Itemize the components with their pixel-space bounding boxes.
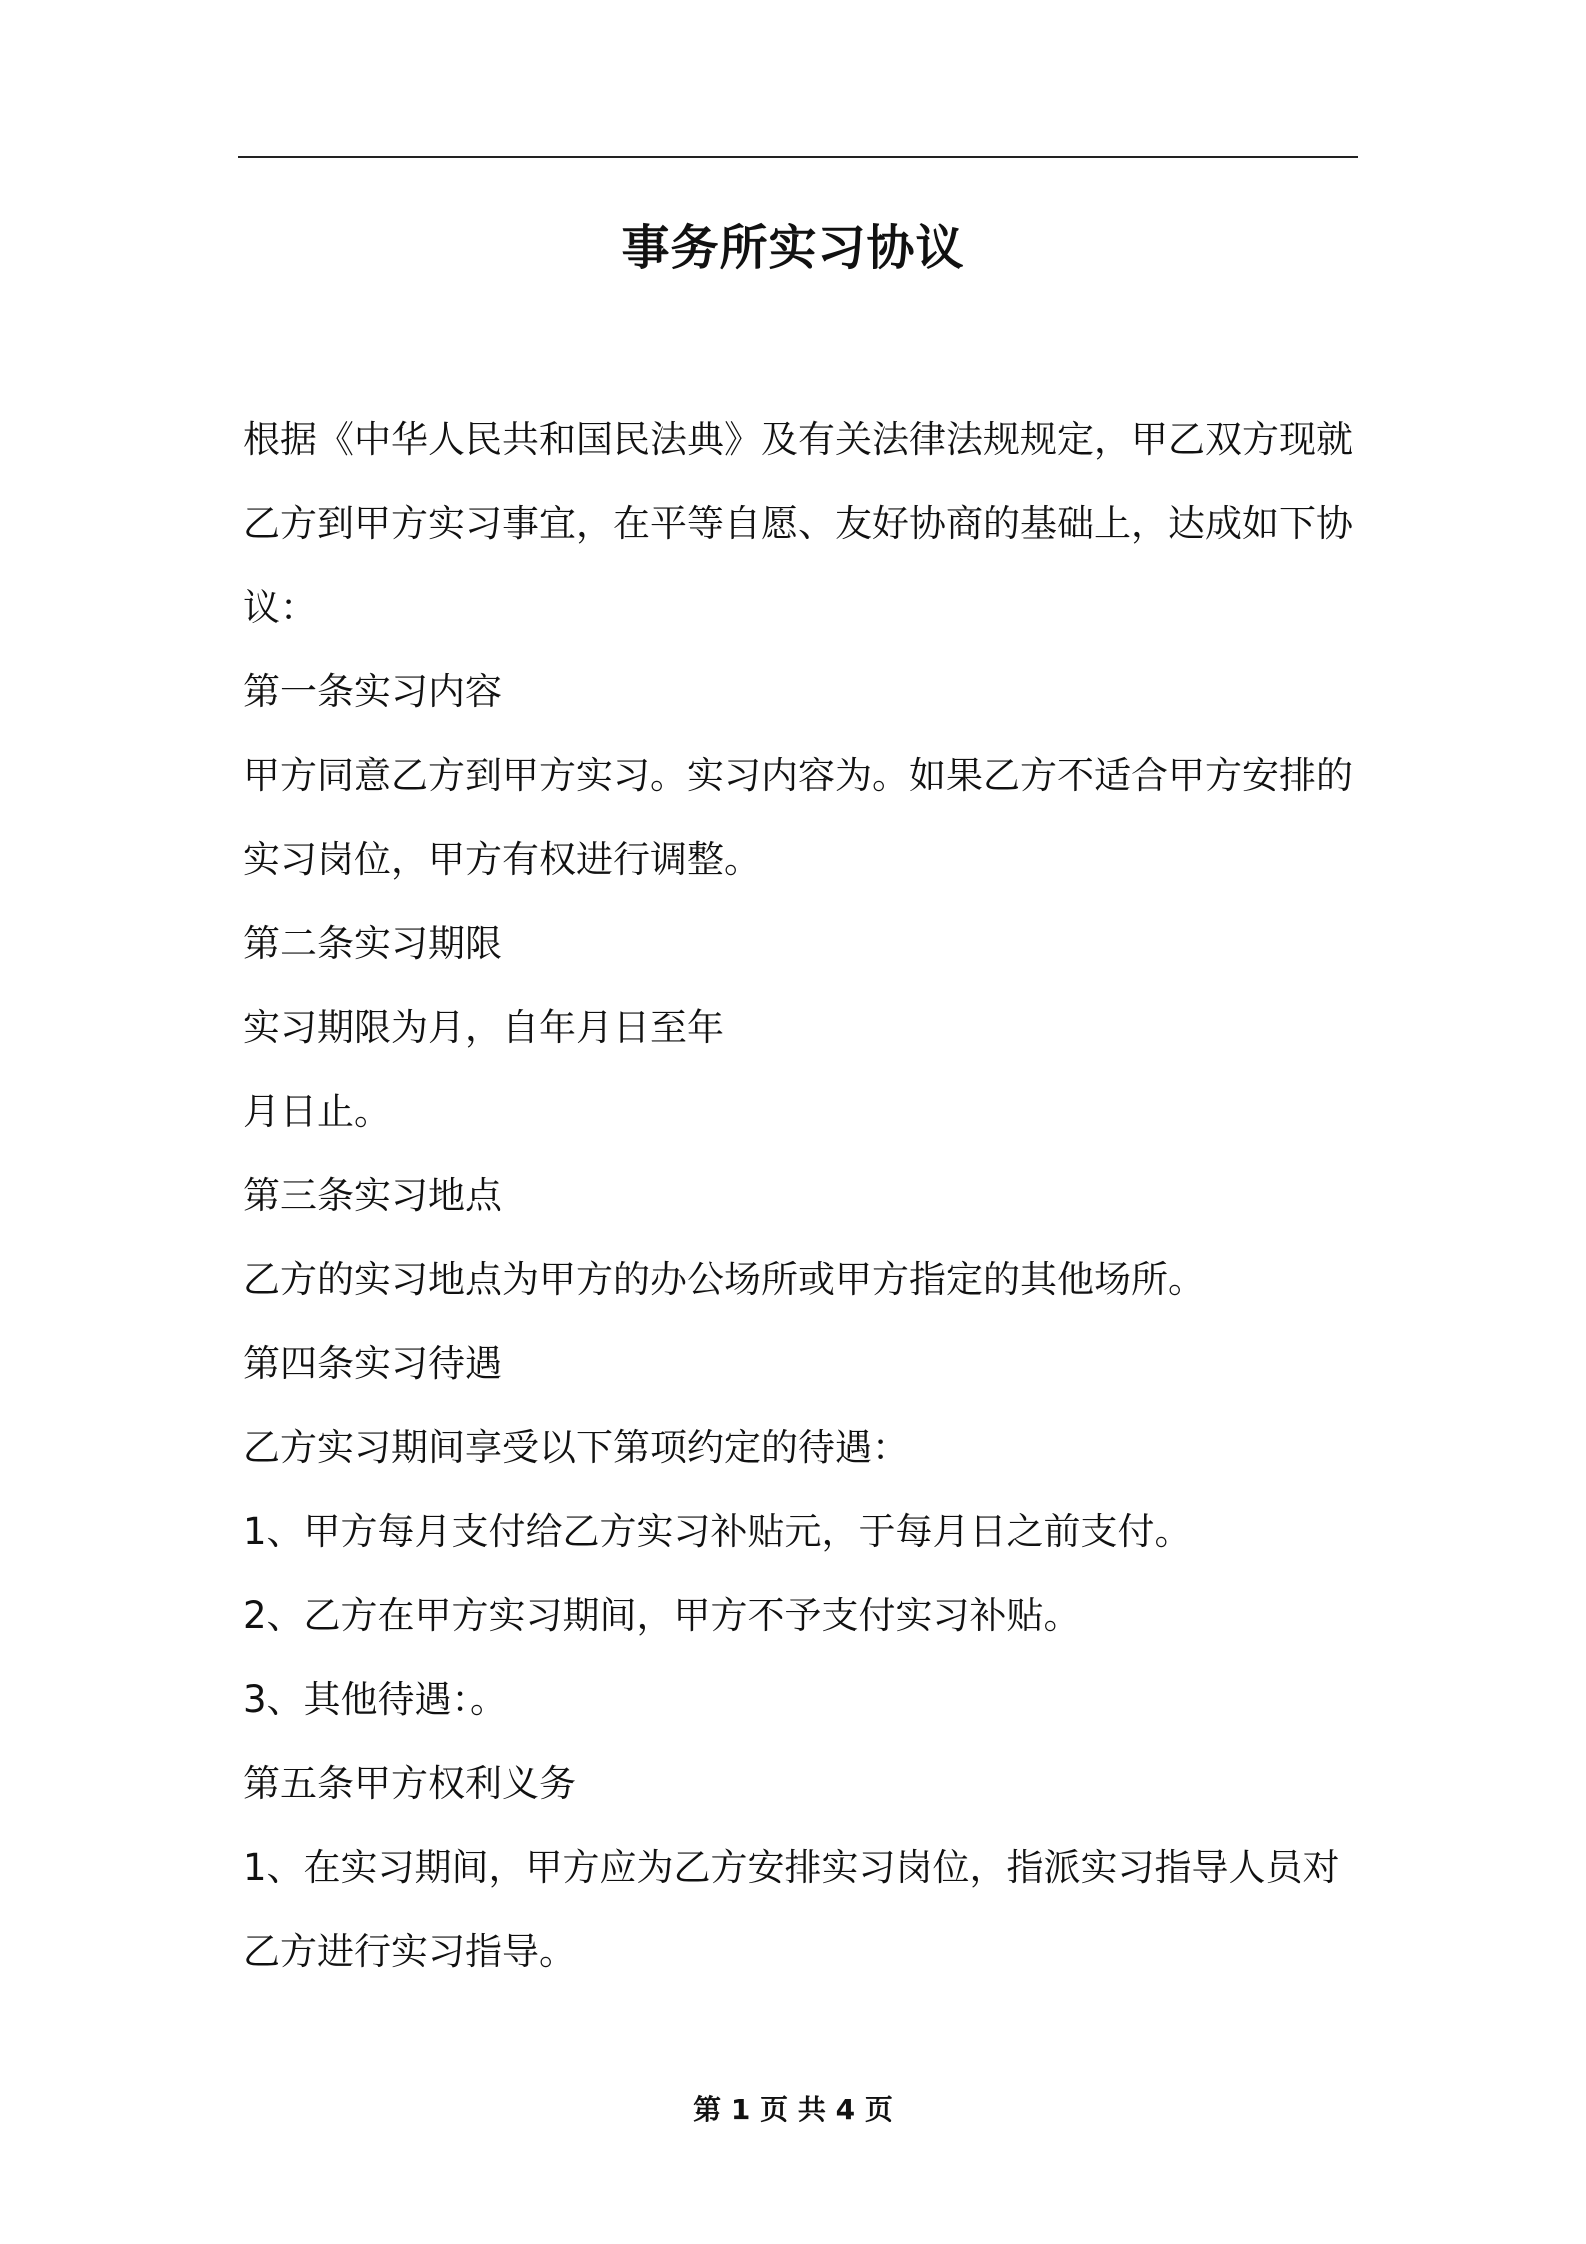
header-rule [238, 156, 1358, 158]
list-item: 1、甲方每月支付给乙方实习补贴元，于每月日之前支付。 [243, 1510, 1192, 1553]
list-item: 2、乙方在甲方实习期间，甲方不予支付实习补贴。 [243, 1594, 1081, 1637]
document-title: 事务所实习协议 [621, 220, 965, 276]
paragraph-line: 甲方同意乙方到甲方实习。实习内容为。如果乙方不适合甲方安排的 [243, 754, 1353, 797]
paragraph-line: 乙方进行实习指导。 [243, 1930, 576, 1973]
section-heading-5: 第五条甲方权利义务 [243, 1762, 576, 1805]
section-heading-3: 第三条实习地点 [243, 1174, 502, 1217]
paragraph-line: 根据《中华人民共和国民法典》及有关法律法规规定，甲乙双方现就 [243, 418, 1353, 461]
list-item: 1、在实习期间，甲方应为乙方安排实习岗位，指派实习指导人员对 [243, 1846, 1340, 1889]
paragraph-line: 乙方的实习地点为甲方的办公场所或甲方指定的其他场所。 [243, 1258, 1205, 1301]
document-body [243, 398, 1355, 1994]
list-item: 3、其他待遇：。 [243, 1678, 508, 1721]
paragraph-line: 月日止。 [243, 1090, 391, 1133]
paragraph-line: 实习岗位，甲方有权进行调整。 [243, 838, 761, 881]
page-number-footer: 第 1 页 共 4 页 [693, 2093, 893, 2126]
section-heading-2: 第二条实习期限 [243, 922, 502, 965]
section-heading-1: 第一条实习内容 [243, 670, 502, 713]
paragraph-line: 议： [243, 586, 317, 629]
paragraph-line: 乙方到甲方实习事宜，在平等自愿、友好协商的基础上，达成如下协 [243, 502, 1353, 545]
section-heading-4: 第四条实习待遇 [243, 1342, 502, 1385]
paragraph-line: 乙方实习期间享受以下第项约定的待遇： [243, 1426, 909, 1469]
paragraph-line: 实习期限为月，自年月日至年 [243, 1006, 724, 1049]
